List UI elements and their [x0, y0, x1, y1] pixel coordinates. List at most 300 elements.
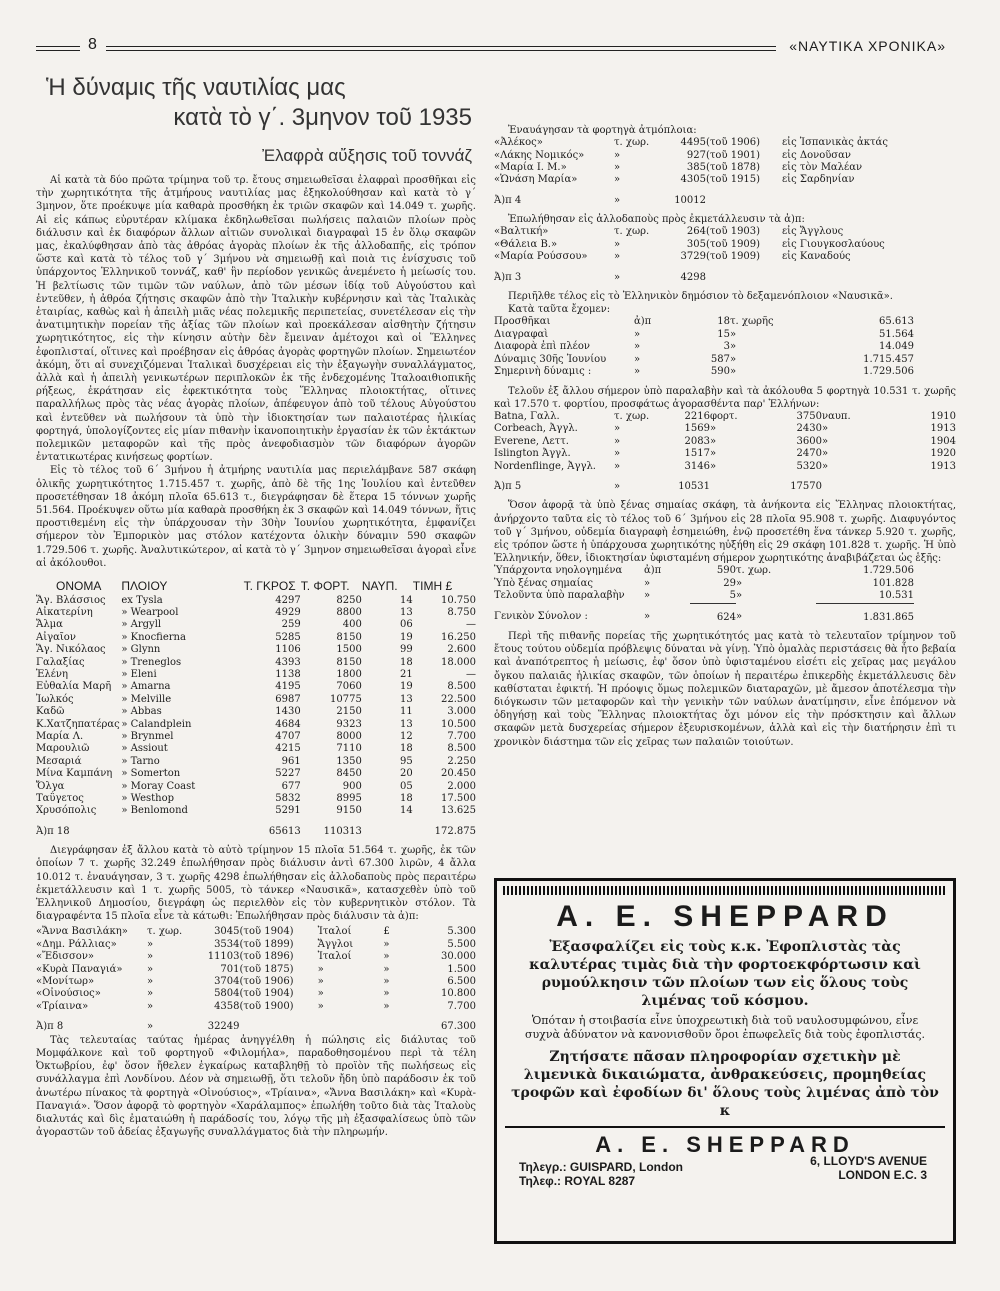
table-cell: 5320 — [796, 460, 822, 472]
table-cell: τ. χωρ. — [147, 926, 183, 938]
scrapped-total-row — [36, 1013, 476, 1033]
table-cell: «Ἀλέκος» — [494, 137, 543, 149]
table-cell: φορτ. — [710, 410, 738, 422]
table-cell: » — [614, 448, 621, 460]
table-cell: 13 — [400, 693, 413, 705]
table-cell: (τοῦ 1915) — [706, 174, 761, 186]
table-row — [494, 150, 956, 162]
table-cell: 17570 — [790, 480, 822, 492]
table-cell: » — [614, 423, 621, 435]
table-cell: Ἀ)π 8 — [36, 1021, 64, 1033]
table-cell: 5 — [729, 590, 736, 602]
table-cell: 14 — [400, 594, 413, 606]
table-cell: 10.750 — [441, 594, 476, 606]
table-cell: 8.500 — [447, 743, 476, 755]
wrecks-heading: Ἐναυάγησαν τὰ φορτηγὰ ἀτμόπλοια: — [508, 125, 697, 136]
table-cell: Nordenflinge, Ἀγγλ. — [494, 460, 596, 472]
table-cell: — — [466, 619, 476, 631]
table-cell: 5.300 — [447, 926, 476, 938]
table-cell: 677 — [281, 780, 301, 792]
table-cell: «Οἰνούσιος» — [36, 988, 101, 1000]
table-cell: «Ἄννα Βασιλάκη» — [36, 926, 128, 938]
table-cell: Κ.Χατζηπατέρας — [36, 718, 120, 730]
wrecks-table — [494, 137, 956, 207]
table-cell: 8000 — [336, 730, 362, 742]
table-cell: «Ἔδισσον» — [36, 951, 95, 963]
left-column — [36, 74, 476, 1274]
table-cell: 4297 — [275, 594, 301, 606]
table-cell: (τοῦ 1875) — [239, 963, 294, 975]
table-cell: τ. χωρ. — [614, 226, 650, 238]
table-cell: 11103 — [207, 951, 240, 963]
table-cell: » — [710, 423, 717, 435]
table-cell: Ἄγγλοι — [317, 938, 354, 950]
table-cell: 9150 — [336, 805, 362, 817]
table-cell: » — [614, 174, 621, 186]
page-number: 8 — [88, 36, 97, 53]
table-cell: » — [147, 1021, 154, 1033]
table-cell: Σημερινὴ δύναμις : — [494, 366, 592, 378]
sold-foreign-table — [494, 226, 956, 284]
table-cell: Ὑπὸ ξένας σημαίας — [494, 577, 593, 589]
table-cell: Τελοῦντα ὑπὸ παραλαβὴν — [494, 590, 625, 602]
table-cell: 172.875 — [434, 825, 476, 837]
table-cell: » — [614, 194, 621, 206]
table-cell: 1913 — [930, 460, 956, 472]
table-row — [36, 1001, 476, 1013]
table-row — [494, 354, 914, 366]
table-cell: 961 — [281, 755, 301, 767]
table-cell: » — [634, 341, 641, 353]
purchases-total-row — [36, 818, 476, 838]
table-cell: » — [614, 460, 621, 472]
table-cell: » — [614, 271, 621, 283]
table-cell: 10.531 — [879, 590, 914, 602]
table-cell: «Ὡνάση Μαρία» — [494, 174, 578, 186]
table-cell: » — [147, 951, 154, 963]
table-cell: » — [614, 149, 621, 161]
intro-paragraph: Εἰς τὸ τέλος τοῦ 6΄ 3μήνου ἡ ἀτμήρης ναυτιλία μας περιελάμβανε 587 σκάφη ὁλικῆς χωρητικότητος 1.715.457 τ. χωρῆς, ἀπὸ δὲ τῆς 1ης Ἰουλίου καὶ ἐντεῦθεν προσετέθησαν 18 ἀκόμη πλοῖα 65.613 τ., διεγράφησαν δὲ ἕτερα 15 τόννων χωρῆς 51.564. Προέκυψεν οὕτω μία καθαρὰ προσθήκη ἐκ 3 σκαφῶν καὶ 14.049 τόννων, ἥτις προστιθεμένη εἰς τὴν ὑπάρχουσαν τὴν 30ὴν Ἰουνίου χωρητικότητα, ἐμφανίζει σήμερον τὸν Ἐμπορικὸν μας στόλον κατέχοντα ὁλικὴν δύναμιν 590 σκαφῶν 1.729.506 τ. χωρῆς. Ἀναλυτικώτερον, αἱ κατὰ τὸ γ΄ 3μηνον σημειωθεῖσαι ἀγοραὶ εἶνε αἱ ἀκόλουθοι. — [36, 465, 476, 569]
table-cell: 18.000 — [441, 656, 476, 668]
table-cell: » Tarno — [121, 755, 160, 767]
ad-address-line1: 6, LLOYD'S AVENUE — [810, 1154, 927, 1168]
table-row — [36, 681, 476, 693]
table-cell — [822, 473, 892, 493]
ad-address-line2: LONDON E.C. 3 — [838, 1168, 927, 1182]
table-cell: ἀ)π — [644, 565, 662, 577]
table-cell: 10531 — [678, 480, 710, 492]
table-cell: 18 — [400, 743, 413, 755]
table-cell: » — [383, 988, 390, 1000]
table-cell — [362, 818, 413, 838]
table-cell: » — [822, 435, 829, 447]
table-cell: 1.715.457 — [863, 353, 914, 365]
table-cell: 2.600 — [447, 644, 476, 656]
table-cell: Ἰταλοί — [317, 926, 352, 938]
table-cell: 1500 — [336, 644, 362, 656]
ad-telephone: Τηλεφ.: ROYAL 8287 — [519, 1174, 636, 1188]
table-cell: 8150 — [336, 631, 362, 643]
table-row — [36, 926, 476, 938]
table-cell: 1106 — [275, 644, 301, 656]
table-cell: 1910 — [930, 410, 956, 422]
table-cell: 32249 — [207, 1021, 240, 1033]
table-cell: » Treneglos — [121, 656, 182, 668]
table-row — [494, 239, 956, 251]
table-cell: Διαφορὰ ἐπὶ πλέον — [494, 341, 590, 353]
table-cell: 8150 — [336, 656, 362, 668]
table-cell — [121, 818, 243, 838]
table-cell: Ἅγ. Βλάσσιος — [36, 594, 106, 606]
table-cell — [706, 187, 782, 207]
table-cell: » — [822, 423, 829, 435]
table-cell: Corbeach, Ἀγγλ. — [494, 423, 578, 435]
table-cell: » — [317, 988, 324, 1000]
table-cell — [318, 1013, 384, 1033]
table-row — [494, 423, 956, 435]
table-cell: 21 — [400, 668, 413, 680]
table-cell: Ἀ)π 18 — [36, 825, 70, 837]
table-cell: 10775 — [330, 693, 362, 705]
table-cell: 7.700 — [447, 1000, 476, 1012]
table-cell: Ὄλγα — [36, 780, 65, 792]
table-cell: 13 — [400, 718, 413, 730]
table-cell: 15 — [717, 328, 730, 340]
table-cell: 1913 — [930, 423, 956, 435]
table-cell: » — [730, 366, 737, 378]
table-cell: » — [614, 435, 621, 447]
table-cell: » — [634, 366, 641, 378]
fleet-total-row — [494, 603, 914, 624]
table-cell: » — [317, 963, 324, 975]
sale-paragraph: Τὰς τελευταίας ταύτας ἡμέρας ἀνηγγέλθη ἡ πώλησις εἰς διάλυτας τοῦ Μομφάλκονε καὶ τοῦ φορτηγοῦ «Φιλομήλα», παραδοθησομένου περὶ τὰ τέλη Ὀκτωβρίου, ἐφ' ὅσον ἤθελεν ἐγκαίρως καταβληθῇ τὸ προϊὸν τῆς πωλήσεως εἰς συνάλλαγμα ἐπὶ Λονδίνου. Δέον νὰ σημειωθῇ, ὅτι τελοῦν ἤδη ὑπὸ παράδοσιν ἐκ τοῦ ἀνωτέρω πίνακος τὰ φορτηγὰ «Οἰνούσιος», «Τρίαινα», «Ἄννα Βασιλάκη» καὶ «Κυρὰ-Παναγιά». Ὅσον ἀφορᾷ τὸ φορτηγὸν «Χαράλαμπος» ἐπωλήθη τοῦτο διὰ τὰς Ἰταλοὺς διαλυτάς καὶ δὶς ἐματαιώθη ἡ παράδοσίς του, λόγῳ τῆς μὴ ἐξασφαλίσεως ὑπὸ τῶν ἀγοραστῶν τοῦ ἀδείας ἐξαγωγῆς συναλλάγματος διὰ τὴν πληρωμήν. — [36, 1034, 476, 1139]
table-cell: «Λάκης Νομικός» — [494, 149, 585, 161]
table-cell: 9323 — [336, 718, 362, 730]
table-cell: 2083 — [684, 435, 710, 447]
table-cell: Χρυσόπολις — [36, 805, 97, 817]
deletions-paragraph: Διεγράφησαν ἐξ ἄλλου κατὰ τὸ αὐτὸ τρίμηνον 15 πλοῖα 51.564 τ. χωρῆς, ἐκ τῶν ὁποίων 7 τ. χωρῆς 32.249 ἐπωλήθησαν πρὸς διάλυσιν ἀντὶ 67.300 λιρῶν, 4 ἄλλα 10.012 τ. ἐναυάγησαν, 3 τ. χωρῆς 4298 ἐπωλήθησαν εἰς ἀλλοδαποὺς πρὸς περαιτέρω ἐκμετάλλευσιν καὶ 1 τ. χωρῆς 5005, τὸ τάνκερ «Ναυσικᾶ», κατασχεθὲν ὑπὸ τοῦ Ἑλληνικοῦ Δημοσίου, διεγράφη ὡς περιελθὸν εἰς τὸν κυβερνητικὸν στόλον. Τὰ διαγραφέντα 15 πλοῖα εἶνε τὰ κάτωθι: Ἐπωλήθησαν πρὸς διάλυσιν τὰ ἀ)π: — [36, 845, 476, 923]
table-cell: Ἀ)π 4 — [494, 194, 522, 206]
table-cell: » — [822, 460, 829, 472]
table-cell: » — [147, 1000, 154, 1012]
outlook-paragraph: Περὶ τῆς πιθανῆς πορείας τῆς χωρητικότητός μας κατὰ τὸ τελευταῖον τρίμηνον τοῦ ἔτους τούτου οὐδεμία πρόβλεψις δύναται νὰ γίνῃ. Ὑπὸ ὁμαλὰς περιστάσεις θὰ ἦτο βεβαία καὶ ἀναπότρεπτος ἡ μείωσις, ἐφ' ὅσον ὑπὸ ὑφισταμένου εἰσέτι εἰς χεῖρας μας μεγάλου ὄγκου παλαιᾶς ἡλικίας σκαφῶν, τῶν ὁποίων ἡ περαιτέρω ἐπικερδὴς ἐκμετάλλευσις δὲν καθίσταται ἐφικτή. Ἡ πρόοψις ὅμως πολεμικῶν διαταραχῶν, μὲ ἄμεσον ἀποτέλεσμα τὴν διόγκωσιν τῶν μεταφορῶν καὶ τὴν γενικὴν τῶν ναύλων ἀνατίμησιν, εἶνε ἐπόμενον νὰ ὁδηγήσῃ καὶ τοὺς Ἕλληνας πλοιοκτήτας ὄχι μόνον εἰς τὴν πρόσκτησιν καὶ ἄλλων σκαφῶν μετὰ δυσχερείας σήμερον ἐξευρισκομένων, ἀλλὰ καὶ εἰς τὴν διατήρησιν ἐπὶ τι χρονικὸν διάστημα τῶν εἰς χεῖρας των παλαιῶν τοιούτων. — [494, 630, 956, 748]
table-cell: 12 — [400, 730, 413, 742]
table-row — [36, 694, 476, 706]
table-cell: » — [614, 238, 621, 250]
table-cell: 1.500 — [447, 963, 476, 975]
table-cell: » — [614, 480, 621, 492]
table-row — [494, 137, 956, 149]
purchases-header: ΠΛΟΙΟΥ — [121, 579, 168, 594]
table-cell — [710, 473, 774, 493]
table-cell: 4684 — [275, 718, 301, 730]
table-cell: (τοῦ 1899) — [239, 938, 294, 950]
table-cell: 3729 — [680, 251, 706, 263]
table-cell: Ταΰγετος — [36, 793, 84, 804]
table-cell: τ. χωρῆς — [730, 316, 774, 328]
table-cell: 4929 — [275, 606, 301, 618]
table-cell: » Argyll — [121, 619, 162, 631]
purchases-header: ΤΙΜΗ £ — [412, 579, 453, 594]
table-row — [36, 793, 476, 805]
table-cell: 3704 — [214, 976, 240, 988]
table-cell: » Abbas — [121, 706, 162, 718]
table-cell: 1920 — [930, 448, 956, 460]
sheppard-advertisement — [494, 878, 956, 1244]
wrecks-total-row — [494, 187, 956, 207]
table-cell: 3.000 — [447, 706, 476, 718]
table-cell: 1569 — [684, 423, 710, 435]
table-row — [36, 619, 476, 631]
table-cell: 385 — [686, 162, 706, 174]
table-row — [36, 743, 476, 755]
table-cell: — — [466, 668, 476, 680]
table-cell: 1.831.865 — [816, 603, 914, 624]
table-cell: » Brynmel — [121, 730, 174, 742]
table-cell: » Eleni — [121, 668, 157, 680]
table-cell: » — [383, 976, 390, 988]
table-cell: «Μαρία Ρούσσου» — [494, 251, 588, 263]
table-cell: (τοῦ 1903) — [706, 226, 761, 238]
table-row — [36, 632, 476, 644]
table-cell — [383, 1013, 414, 1033]
table-row — [36, 964, 476, 976]
table-cell: Γαλαξίας — [36, 656, 85, 668]
table-row — [36, 706, 476, 718]
table-row — [494, 578, 914, 590]
table-cell: «Δημ. Ράλλιας» — [36, 938, 117, 950]
table-cell: » — [730, 341, 737, 353]
table-cell: 4707 — [275, 730, 301, 742]
table-cell: 29 — [723, 577, 736, 589]
ad-telegraph: Τηλεγρ.: GUISPARD, London — [519, 1160, 683, 1174]
table-row — [494, 174, 956, 186]
purchases-header: ΝΑΥΠ. — [361, 579, 398, 594]
table-cell: » Benlomond — [121, 805, 188, 817]
table-row — [494, 226, 956, 238]
table-row — [36, 669, 476, 681]
table-cell: Γενικὸν Σύνολον : — [494, 611, 588, 623]
table-cell: (τοῦ 1906) — [706, 137, 761, 149]
table-cell: » — [710, 460, 717, 472]
purchases-header-row — [36, 574, 476, 594]
sold-foreign-heading: Ἐπωλήθησαν εἰς ἀλλοδαποὺς πρὸς ἐκμετάλλευσιν τὰ ἀ)π: — [508, 214, 805, 226]
table-cell: 2216 — [684, 410, 710, 422]
table-cell: 10.800 — [441, 988, 476, 1000]
table-cell: 30.000 — [441, 951, 476, 963]
table-cell: 2.000 — [447, 780, 476, 792]
table-cell: 22.500 — [441, 693, 476, 705]
fleet-table — [494, 565, 914, 624]
header-rule-left — [36, 46, 80, 51]
table-row — [36, 951, 476, 963]
table-cell: 4358 — [214, 1000, 240, 1012]
table-cell: (τοῦ 1909) — [706, 238, 761, 250]
table-row — [494, 341, 914, 353]
table-cell: 1138 — [275, 668, 301, 680]
table-cell — [240, 1013, 318, 1033]
ad-contact — [497, 1154, 953, 1200]
table-cell: 1.729.506 — [863, 565, 914, 577]
table-cell: 13.625 — [441, 805, 476, 817]
table-cell: Everene, Λεττ. — [494, 435, 569, 447]
table-cell: 1517 — [684, 448, 710, 460]
table-row — [36, 657, 476, 669]
table-cell: » — [644, 577, 651, 589]
table-row — [36, 781, 476, 793]
intro-paragraph: Αἱ κατὰ τὰ δύο πρῶτα τρίμηνα τοῦ τρ. ἔτους σημειωθεῖσαι ἐλαφραὶ προσθῆκαι εἰς τὴν χωρητικότητα τῆς ἀτμήρους ναυτιλίας μας ἐξηκολούθησαν καὶ κατὰ τὸ γ΄ 3μηνον, ὅτε προέκυψε μία καθαρὰ προσθήκη ἐκ τριῶν σκαφῶν καὶ 14.049 τ. χωρῆς. Αἱ εἰς κάπως εὐρυτέραν κλίμακα ἐκδηλωθεῖσαι πωλήσεις παλαιῶν πλοίων πρὸς διάλυσιν καὶ ἐκ διαφόρων ἄλλων αἰτιῶν συνολικαὶ διαγραφαὶ 15 ἐν ὅλῳ σκαφῶν μας, ἐκαλύφθησαν ἀπὸ τὰς ἀθρόας ἀγορὰς πλοίων ἐκ τῆς ἀλλοδαπῆς, εἰς τρόπον ὥστε καὶ κατὰ τὸ τέλος τοῦ γ΄ 3μήνου νὰ σημειωθῇ καὶ ποιὰ τις ἐνίσχυσις τοῦ ὑπάρχοντος Ἑλληνικοῦ τοννάζ, καθ' ἣν περίοδον γενικῶς ἀνεμένετο ἡ μείωσίς του. Ἡ βελτίωσις τῶν τιμῶν τῶν ναύλων, ἀπὸ τῶν μέσων ἰδίᾳ τοῦ Αὐγούστου καὶ ἐντεῦθεν, ἡ ἀθρόα ζήτησις σκαφῶν ἀπὸ τὴν Ἰταλικὴν κυβέρνησιν καὶ τὰς Ἰταλικὰς ἑταιρίας, καθὼς καὶ ἡ ἀπειλὴ μιᾶς νέας πολεμικῆς περιπετείας, συνετέλεσαν εἰς τὴν ἀνατιμητικὴν πορείαν τῆς ἀξίας τῶν πλοίων καὶ προεκάλεσαν αἰσθητὴν ζήτησιν χωρητικότητος, εἰς τὴν κίνησιν αὐτὴν δὲν ἔμειναν ἀμέτοχοι καὶ οἱ Ἕλληνες ἐφοπλισταί, οἵτινες καὶ προέβησαν εἰς ἀθρόας ἀγορὰς φορτηγῶν πλοίων. Σημειωτέον ἀκόμη, ὅτι αἱ συνεχιζόμεναι Ἰταλικαὶ δυσχέρειαι εἰς τὴν ἐξαγωγὴν συναλλάγματος, ἀλλὰ καὶ ἡ ἀπειλὴ γενικωτέρων περιπλοκῶν ἐκ τῆς ἐνδεχομένης Ἰταλοαιθιοπικῆς ρήξεως, ἐκράτησαν εἰς ἐφεκτικότητα τοὺς Ἕλληνας πλοιοκτήτας, οἵτινες παραλλήλως πρὸς τὰς νέας ἀγορὰς πλοίων, ἀπέφευγον ἀπὸ τοῦ τέλους Αὐγούστου καὶ ἐντεῦθεν νὰ πωλήσουν τὰ ὑπὸ τὴν ἰδιοκτησίαν των παλαιοτέρας ἡλικίας φορτηγά, ὑπολογίζοντες εἰς μίαν πιθανὴν ἱκανοποιητικὴν ἐργασίαν ἐκ τῶν ἐκτάκτων πολεμικῶν μεταφορῶν καὶ τῆς πρὸς ἀνεφοδιασμὸν τῶν διαφόρων ἀγορῶν ἐντατικωτέρας κινήσεως φορτίων. — [36, 175, 476, 464]
table-cell: 590 — [716, 565, 736, 577]
table-cell: 8800 — [336, 606, 362, 618]
table-cell: 927 — [686, 149, 706, 161]
table-cell — [782, 264, 956, 284]
table-cell: 51.564 — [879, 328, 914, 340]
ad-line-stowage: Ὁπόταν ἡ στοιβασία εἶνε ὑποχρεωτικὴ διὰ τοῦ ναυλοσυμφώνου, εἶνε συχνὰ ἀδύνατον νὰ κανονισθοῦν ὅροι ἐπωφελεῖς διὰ τοὺς ἐφοπλιστάς. — [524, 1014, 926, 1041]
article-subtitle: Ἐλαφρὰ αὔξησις τοῦ τοννάζ — [262, 146, 472, 165]
summary-heading: Κατὰ ταῦτα ἔχομεν: — [508, 304, 611, 316]
table-row — [36, 731, 476, 743]
purchases-header: Τ. ΦΟΡΤ. — [300, 579, 350, 594]
table-cell: (τοῦ 1909) — [706, 251, 761, 263]
table-row — [494, 565, 914, 577]
table-cell: » — [383, 951, 390, 963]
building-paragraph: Τελοῦν ἐξ ἄλλου σήμερον ὑπὸ παραλαβὴν καὶ τὰ ἀκόλουθα 5 φορτηγὰ 10.531 τ. χωρῆς καὶ 17.570 τ. φορτίου, προσφάτως ἀγορασθέντα παρ' Ἑλλήνων: — [494, 385, 956, 410]
table-cell: 4195 — [275, 681, 301, 693]
table-cell: τ. χωρ. — [614, 410, 650, 422]
table-cell: Αἰγαῖον — [36, 631, 76, 643]
right-column — [494, 74, 956, 910]
summary-table — [494, 316, 914, 378]
table-cell: (τοῦ 1896) — [239, 951, 294, 963]
foreign-flag-paragraph: Ὅσον ἀφορᾷ τὰ ὑπὸ ξένας σημαίας σκάφη, τὰ ἀνήκοντα εἰς Ἕλληνας πλοιοκτήτας, ἀνήρχοντο ταῦτα εἰς τὸ τέλος τοῦ 6΄ 3μήνου εἰς 28 πλοῖα 95.908 τ. χωρῆς. Διαφυγόντος τοῦ γ΄ 3μήνου, οὐδεμία διαγραφὴ ἐσημειώθη, ἐνῷ προσετέθη ἕνα τάνκερ 5.920 τ. χωρῆς, εἰς τρόπον ὥστε ἡ ὑπάρχουσα χωρητικότης ηὐξήθη εἰς 29 σκάφη 101.828 τ. χωρῆς. Ἡ ὑπὸ Ἑλληνικήν, ὅθεν, ἰδιοκτησίαν ὑφισταμένη σήμερον χωρητικότης ἀναβιβάζεται ὡς ἑξῆς: — [494, 500, 956, 565]
header-rule-middle — [106, 46, 776, 51]
table-cell: 4393 — [275, 656, 301, 668]
table-cell: 18 — [400, 656, 413, 668]
table-cell: 95 — [400, 755, 413, 767]
table-cell: » — [317, 1000, 324, 1012]
table-cell: ἀ)π — [634, 316, 652, 328]
table-cell: Ἅγ. Νικόλαος — [36, 644, 106, 656]
table-cell: 14.049 — [879, 341, 914, 353]
table-cell: 3534 — [214, 938, 240, 950]
table-cell — [706, 264, 782, 284]
table-cell: εἰς Ἰσπανικὰς ἀκτάς — [782, 137, 888, 149]
table-cell: 10012 — [674, 194, 706, 206]
ad-brand-name-footer: A. E. SHEPPARD — [595, 1132, 855, 1157]
table-cell: » — [644, 611, 651, 623]
table-row — [36, 607, 476, 619]
table-cell: εἰς Ἄγγλους — [782, 226, 844, 238]
table-cell: Ἄλμα — [36, 619, 63, 631]
table-cell: » — [634, 328, 641, 340]
table-cell: » — [614, 251, 621, 263]
ad-stripe-top — [503, 886, 947, 895]
table-cell: » — [614, 162, 621, 174]
table-cell: 1904 — [930, 435, 956, 447]
table-cell: 305 — [686, 238, 706, 250]
table-cell: Ἑλένη — [36, 668, 69, 680]
table-row — [36, 939, 476, 951]
table-cell: » Knocfierna — [121, 631, 186, 643]
table-cell: 900 — [342, 780, 362, 792]
table-cell: 3045 — [214, 926, 240, 938]
table-cell: «Θάλεια Β.» — [494, 238, 558, 250]
table-cell: 16.250 — [441, 631, 476, 643]
ad-line-inquiry: Ζητήσατε πᾶσαν πληροφορίαν σχετικὴν μὲ λιμενικὰ δικαιώματα, ἀνθρακεύσεις, προμηθείας τροφῶν καὶ ἐφοδίων δι' ὅλους τοὺς λιμένας ἀπὸ τὸν κ — [511, 1049, 939, 1119]
table-cell: Προσθῆκαι — [494, 316, 551, 328]
table-cell: » Glynn — [121, 644, 161, 656]
table-cell: 400 — [342, 619, 362, 631]
table-cell: » — [147, 988, 154, 1000]
table-cell: (τοῦ 1906) — [239, 976, 294, 988]
table-cell: 264 — [686, 226, 706, 238]
table-cell: 624 — [690, 603, 736, 624]
table-cell: (τοῦ 1878) — [706, 162, 761, 174]
table-cell: (τοῦ 1901) — [706, 149, 761, 161]
table-row — [36, 988, 476, 1000]
table-cell: 8250 — [336, 594, 362, 606]
purchases-header: Τ. ΓΚΡΟΣ — [243, 579, 296, 594]
table-row — [494, 590, 914, 603]
table-cell: » Calandplein — [121, 718, 192, 730]
table-row — [36, 719, 476, 731]
building-table — [494, 411, 956, 493]
article-title-line1: Ἡ δύναμις τῆς ναυτιλίας μας — [46, 74, 346, 101]
table-cell: 6987 — [275, 693, 301, 705]
table-cell: 3146 — [684, 460, 710, 472]
table-cell: 701 — [220, 963, 240, 975]
table-cell: Ἰταλοί — [317, 951, 352, 963]
table-cell: 8995 — [336, 793, 362, 804]
table-cell: Islington Ἀγγλ. — [494, 448, 571, 460]
table-cell: τ. χωρ. — [736, 565, 772, 577]
table-row — [494, 448, 956, 460]
article-title-line2: κατὰ τὸ γ΄. 3μηνον τοῦ 1935 — [173, 104, 472, 131]
table-cell: (τοῦ 1904) — [239, 988, 294, 1000]
table-cell: «Τρίαινα» — [36, 1000, 89, 1012]
table-row — [36, 805, 476, 817]
purchases-table — [36, 574, 476, 838]
table-cell: 5832 — [275, 793, 301, 804]
table-row — [494, 411, 956, 423]
table-cell: εἰς Καναδούς — [782, 251, 851, 263]
table-cell: 13 — [400, 606, 413, 618]
table-cell: » Somerton — [121, 768, 181, 780]
table-cell: 4215 — [275, 743, 301, 755]
table-cell: 7110 — [336, 743, 362, 755]
table-cell: » — [147, 938, 154, 950]
table-row — [494, 162, 956, 174]
table-row — [494, 461, 956, 473]
building-total-row — [494, 473, 956, 493]
table-cell: Μαρία Λ. — [36, 730, 84, 742]
table-cell: 10.500 — [441, 718, 476, 730]
table-row — [494, 366, 914, 378]
table-cell: εἰς Σαρδηνίαν — [782, 174, 855, 186]
table-cell: 3 — [723, 341, 730, 353]
table-cell: 2.250 — [447, 755, 476, 767]
table-cell: £ — [383, 926, 390, 938]
table-cell: » Melville — [121, 693, 172, 705]
table-cell: Ἰωλκός — [36, 693, 74, 705]
table-cell: Ὑπάρχοντα νηολογημένα — [494, 565, 623, 577]
table-row — [36, 644, 476, 656]
table-cell: 3600 — [796, 435, 822, 447]
table-cell: » Westhop — [121, 793, 175, 804]
table-cell: «Βαλτική» — [494, 226, 549, 238]
table-cell: » — [822, 448, 829, 460]
table-row — [494, 329, 914, 341]
